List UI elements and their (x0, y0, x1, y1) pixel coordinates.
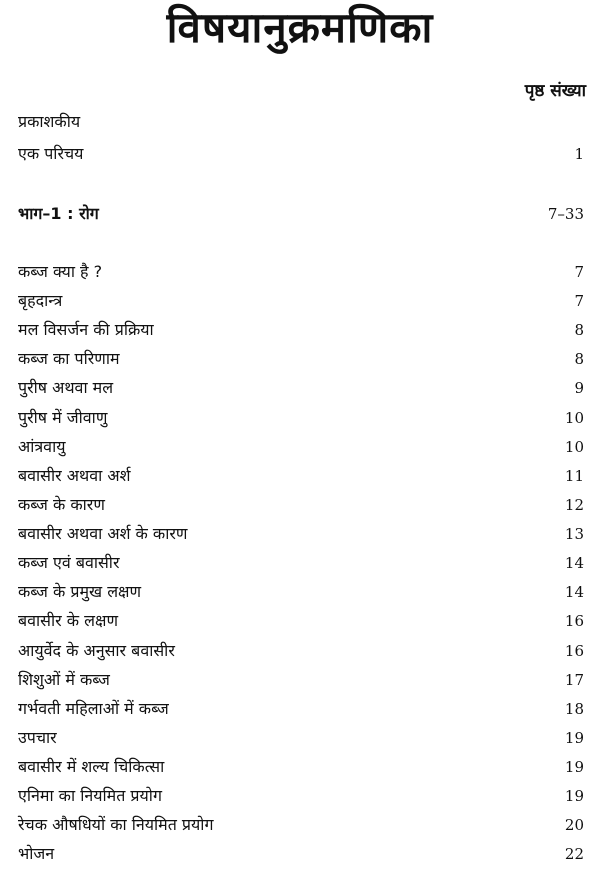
toc-row (18, 842, 584, 866)
toc-row (18, 784, 584, 808)
toc-entry-page: 10 (564, 438, 584, 456)
toc-entry-page: 8 (574, 350, 584, 368)
toc-entry-label: कब्ज क्या है ? (18, 262, 103, 281)
toc-row (18, 493, 584, 517)
toc-entry-page: 9 (574, 379, 584, 397)
toc-entry-page: 10 (564, 409, 584, 427)
toc-row (18, 580, 584, 604)
toc-entry-page: 14 (564, 583, 584, 601)
toc-entry-page: 16 (564, 642, 584, 660)
toc-entry-page: 8 (574, 321, 584, 339)
page-title: विषयानुक्रमणिका (166, 3, 434, 52)
toc-row (18, 347, 584, 371)
toc-entry-page: 13 (564, 525, 584, 543)
toc-row (18, 289, 584, 313)
toc-row-front-matter (18, 110, 584, 134)
toc-row (18, 406, 584, 430)
toc-row (18, 551, 584, 575)
toc-part-heading (18, 202, 584, 226)
toc-row (18, 668, 584, 692)
toc-entry-label: बवासीर अथवा अर्श के कारण (18, 524, 188, 543)
toc-entry-page: 16 (564, 612, 584, 630)
toc-row (18, 464, 584, 488)
toc-entry-label: एनिमा का नियमित प्रयोग (18, 786, 162, 805)
toc-entry-label: आयुर्वेद के अनुसार बवासीर (18, 641, 175, 660)
toc-row (18, 435, 584, 459)
toc-row (18, 755, 584, 779)
toc-entry-label: रेचक औषधियों का नियमित प्रयोग (18, 815, 214, 834)
toc-entry-label: कब्ज एवं बवासीर (18, 553, 120, 572)
toc-entry-page: 17 (564, 671, 584, 689)
toc-entry-label: कब्ज के प्रमुख लक्षण (18, 582, 142, 601)
toc-entry-page: 11 (564, 467, 584, 485)
toc-row (18, 522, 584, 546)
toc-entry-page: 18 (564, 700, 584, 718)
toc-entry-page: 19 (564, 787, 584, 805)
toc-entry-page: 19 (564, 758, 584, 776)
toc-entry-page: 7 (574, 292, 584, 310)
toc-entry-label: शिशुओं में कब्ज (18, 670, 110, 689)
toc-entry-label: मल विसर्जन की प्रक्रिया (18, 320, 154, 339)
toc-entry-page: 22 (564, 845, 584, 863)
toc-entry-label: भोजन (18, 844, 55, 863)
toc-entry-label: बवासीर अथवा अर्श (18, 466, 131, 485)
toc-entry-label: आंत्रवायु (18, 437, 66, 456)
toc-row (18, 376, 584, 400)
toc-row (18, 318, 584, 342)
toc-entry-label: कब्ज के कारण (18, 495, 105, 514)
toc-entry-label: प्रकाशकीय (18, 112, 81, 131)
toc-entry-label: बवासीर में शल्य चिकित्सा (18, 757, 165, 776)
toc-row-front-matter (18, 142, 584, 166)
toc-entry-page: 14 (564, 554, 584, 572)
toc-row (18, 726, 584, 750)
toc-entry-page: 7 (574, 263, 584, 281)
part-label: भाग–1 : रोग (18, 204, 99, 223)
toc-row (18, 697, 584, 721)
toc-entry-label: गर्भवती महिलाओं में कब्ज (18, 699, 169, 718)
toc-entry-page: 20 (564, 816, 584, 834)
toc-entry-label: उपचार (18, 728, 57, 747)
toc-entry-label: पुरीष में जीवाणु (18, 408, 108, 427)
toc-entry-page: 1 (574, 145, 584, 163)
toc-entry-label: पुरीष अथवा मल (18, 378, 114, 397)
toc-entry-label: एक परिचय (18, 144, 84, 163)
toc-entry-page: 12 (564, 496, 584, 514)
toc-row (18, 639, 584, 663)
toc-entry-label: बवासीर के लक्षण (18, 611, 119, 630)
toc-row (18, 813, 584, 837)
toc-row (18, 260, 584, 284)
toc-entry-page: 19 (564, 729, 584, 747)
toc-entry-label: कब्ज का परिणाम (18, 349, 120, 368)
toc-row (18, 609, 584, 633)
toc-entry-label: बृहदान्त्र (18, 291, 63, 310)
page-number-column-heading: पृष्ठ संख्या (524, 81, 586, 101)
part-page-range: 7–33 (547, 205, 584, 223)
